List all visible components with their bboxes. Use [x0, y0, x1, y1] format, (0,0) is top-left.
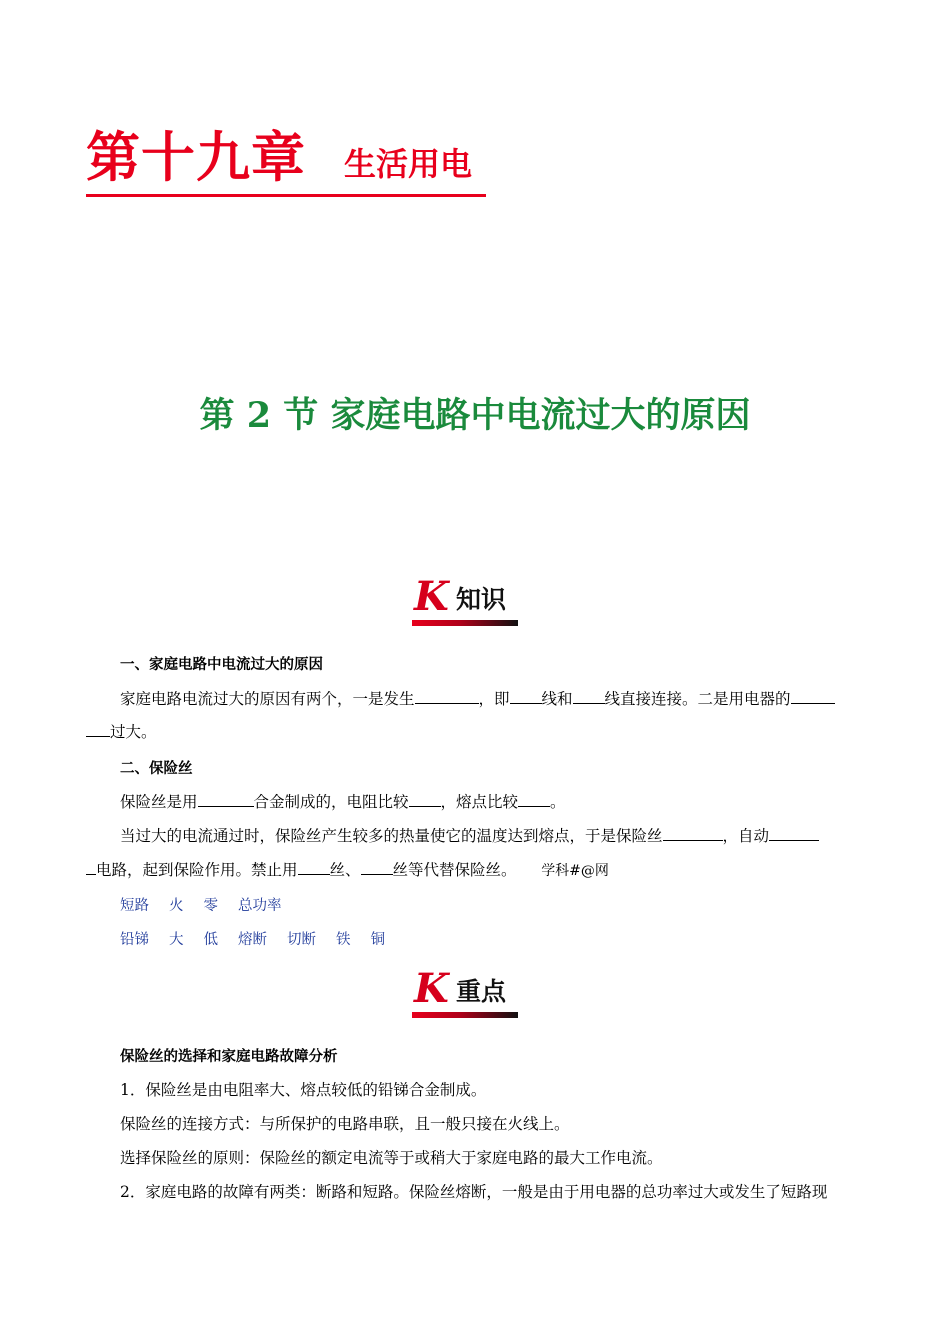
- knowledge-paragraph-3-cont: [86, 859, 866, 882]
- text: 。: [550, 793, 566, 811]
- answer-item: 切断: [287, 932, 316, 948]
- text: 当过大的电流通过时，保险丝产生较多的热量使它的温度达到熔点，于是保险丝: [120, 827, 663, 845]
- knowledge-heading-1: 一、家庭电路中电流过大的原因: [120, 657, 323, 673]
- badge-underline: [412, 620, 518, 626]
- key-line-4: 2．家庭电路的故障有两类：断路和短路。保险丝熔断，一般是由于用电器的总功率过大或发生了短路现: [120, 1183, 828, 1201]
- text: ，自动: [722, 827, 770, 845]
- knowledge-paragraph-1: [86, 688, 900, 710]
- answer-item: 低: [203, 932, 218, 948]
- answer-item: 铜: [370, 932, 385, 948]
- fill-blank: [518, 791, 550, 807]
- key-line-3: 选择保险丝的原则：保险丝的额定电流等于或稍大于家庭电路的最大工作电流。: [120, 1149, 663, 1167]
- answer-row-1: [120, 895, 302, 917]
- k-logo: K: [414, 965, 449, 1012]
- knowledge-heading-2: 二、保险丝: [120, 761, 193, 777]
- text: 家庭电路电流过大的原因有两个，一是发生: [120, 690, 415, 708]
- answer-item: 总功率: [238, 898, 282, 914]
- text: 合金制成的，电阻比较: [253, 793, 409, 811]
- knowledge-badge: [410, 573, 522, 626]
- key-point-badge: [410, 965, 522, 1018]
- fill-blank: [361, 859, 393, 875]
- fill-blank: [86, 721, 110, 737]
- answer-item: 铁: [336, 932, 351, 948]
- fill-blank: [573, 688, 605, 704]
- text: 保险丝是用: [120, 793, 198, 811]
- text: 线直接连接。二是用电器的: [604, 690, 791, 708]
- section-title: 第 2 节 家庭电路中电流过大的原因: [199, 395, 751, 436]
- text: ，即: [478, 690, 510, 708]
- knowledge-paragraph-2: [86, 791, 900, 813]
- answer-item: 短路: [120, 898, 149, 914]
- answer-item: 熔断: [238, 932, 267, 948]
- answer-row-2: [120, 929, 405, 951]
- key-line-2: 保险丝的连接方式：与所保护的电路串联，且一般只接在火线上。: [120, 1115, 570, 1133]
- fill-blank: [791, 688, 835, 704]
- fill-blank: [415, 688, 479, 704]
- key-line-1: 1．保险丝是由电阻率大、熔点较低的铅锑合金制成。: [120, 1081, 487, 1099]
- answer-item: 铅锑: [120, 932, 149, 948]
- knowledge-paragraph-3: [86, 825, 900, 847]
- chapter-subtitle: 生活用电: [344, 145, 473, 183]
- fill-blank: [198, 791, 254, 807]
- key-heading: 保险丝的选择和家庭电路故障分析: [120, 1049, 338, 1065]
- answer-item: 大: [169, 932, 184, 948]
- text: 电路，起到保险作用。禁止用: [96, 861, 298, 879]
- k-logo: K: [414, 573, 449, 620]
- knowledge-label: 知识: [456, 585, 507, 614]
- answer-item: 零: [203, 898, 218, 914]
- chapter-number: 第十九章: [86, 125, 306, 189]
- fill-blank: [409, 791, 441, 807]
- fill-blank: [298, 859, 330, 875]
- badge-underline: [412, 1012, 518, 1018]
- chapter-heading: [86, 118, 486, 197]
- text: 丝、: [329, 861, 361, 879]
- answer-item: 火: [169, 898, 184, 914]
- fill-blank: [510, 688, 542, 704]
- knowledge-paragraph-1-cont: [86, 721, 866, 743]
- text: 过大。: [110, 723, 157, 741]
- fill-blank: [663, 825, 723, 841]
- text: 线和: [541, 690, 573, 708]
- text: ，熔点比较: [440, 793, 519, 811]
- key-point-label: 重点: [456, 977, 507, 1006]
- fill-blank: [769, 825, 819, 841]
- watermark-text: 学科#@网: [541, 863, 609, 879]
- text: 丝等代替保险丝。: [392, 861, 517, 879]
- fill-blank: [86, 859, 96, 875]
